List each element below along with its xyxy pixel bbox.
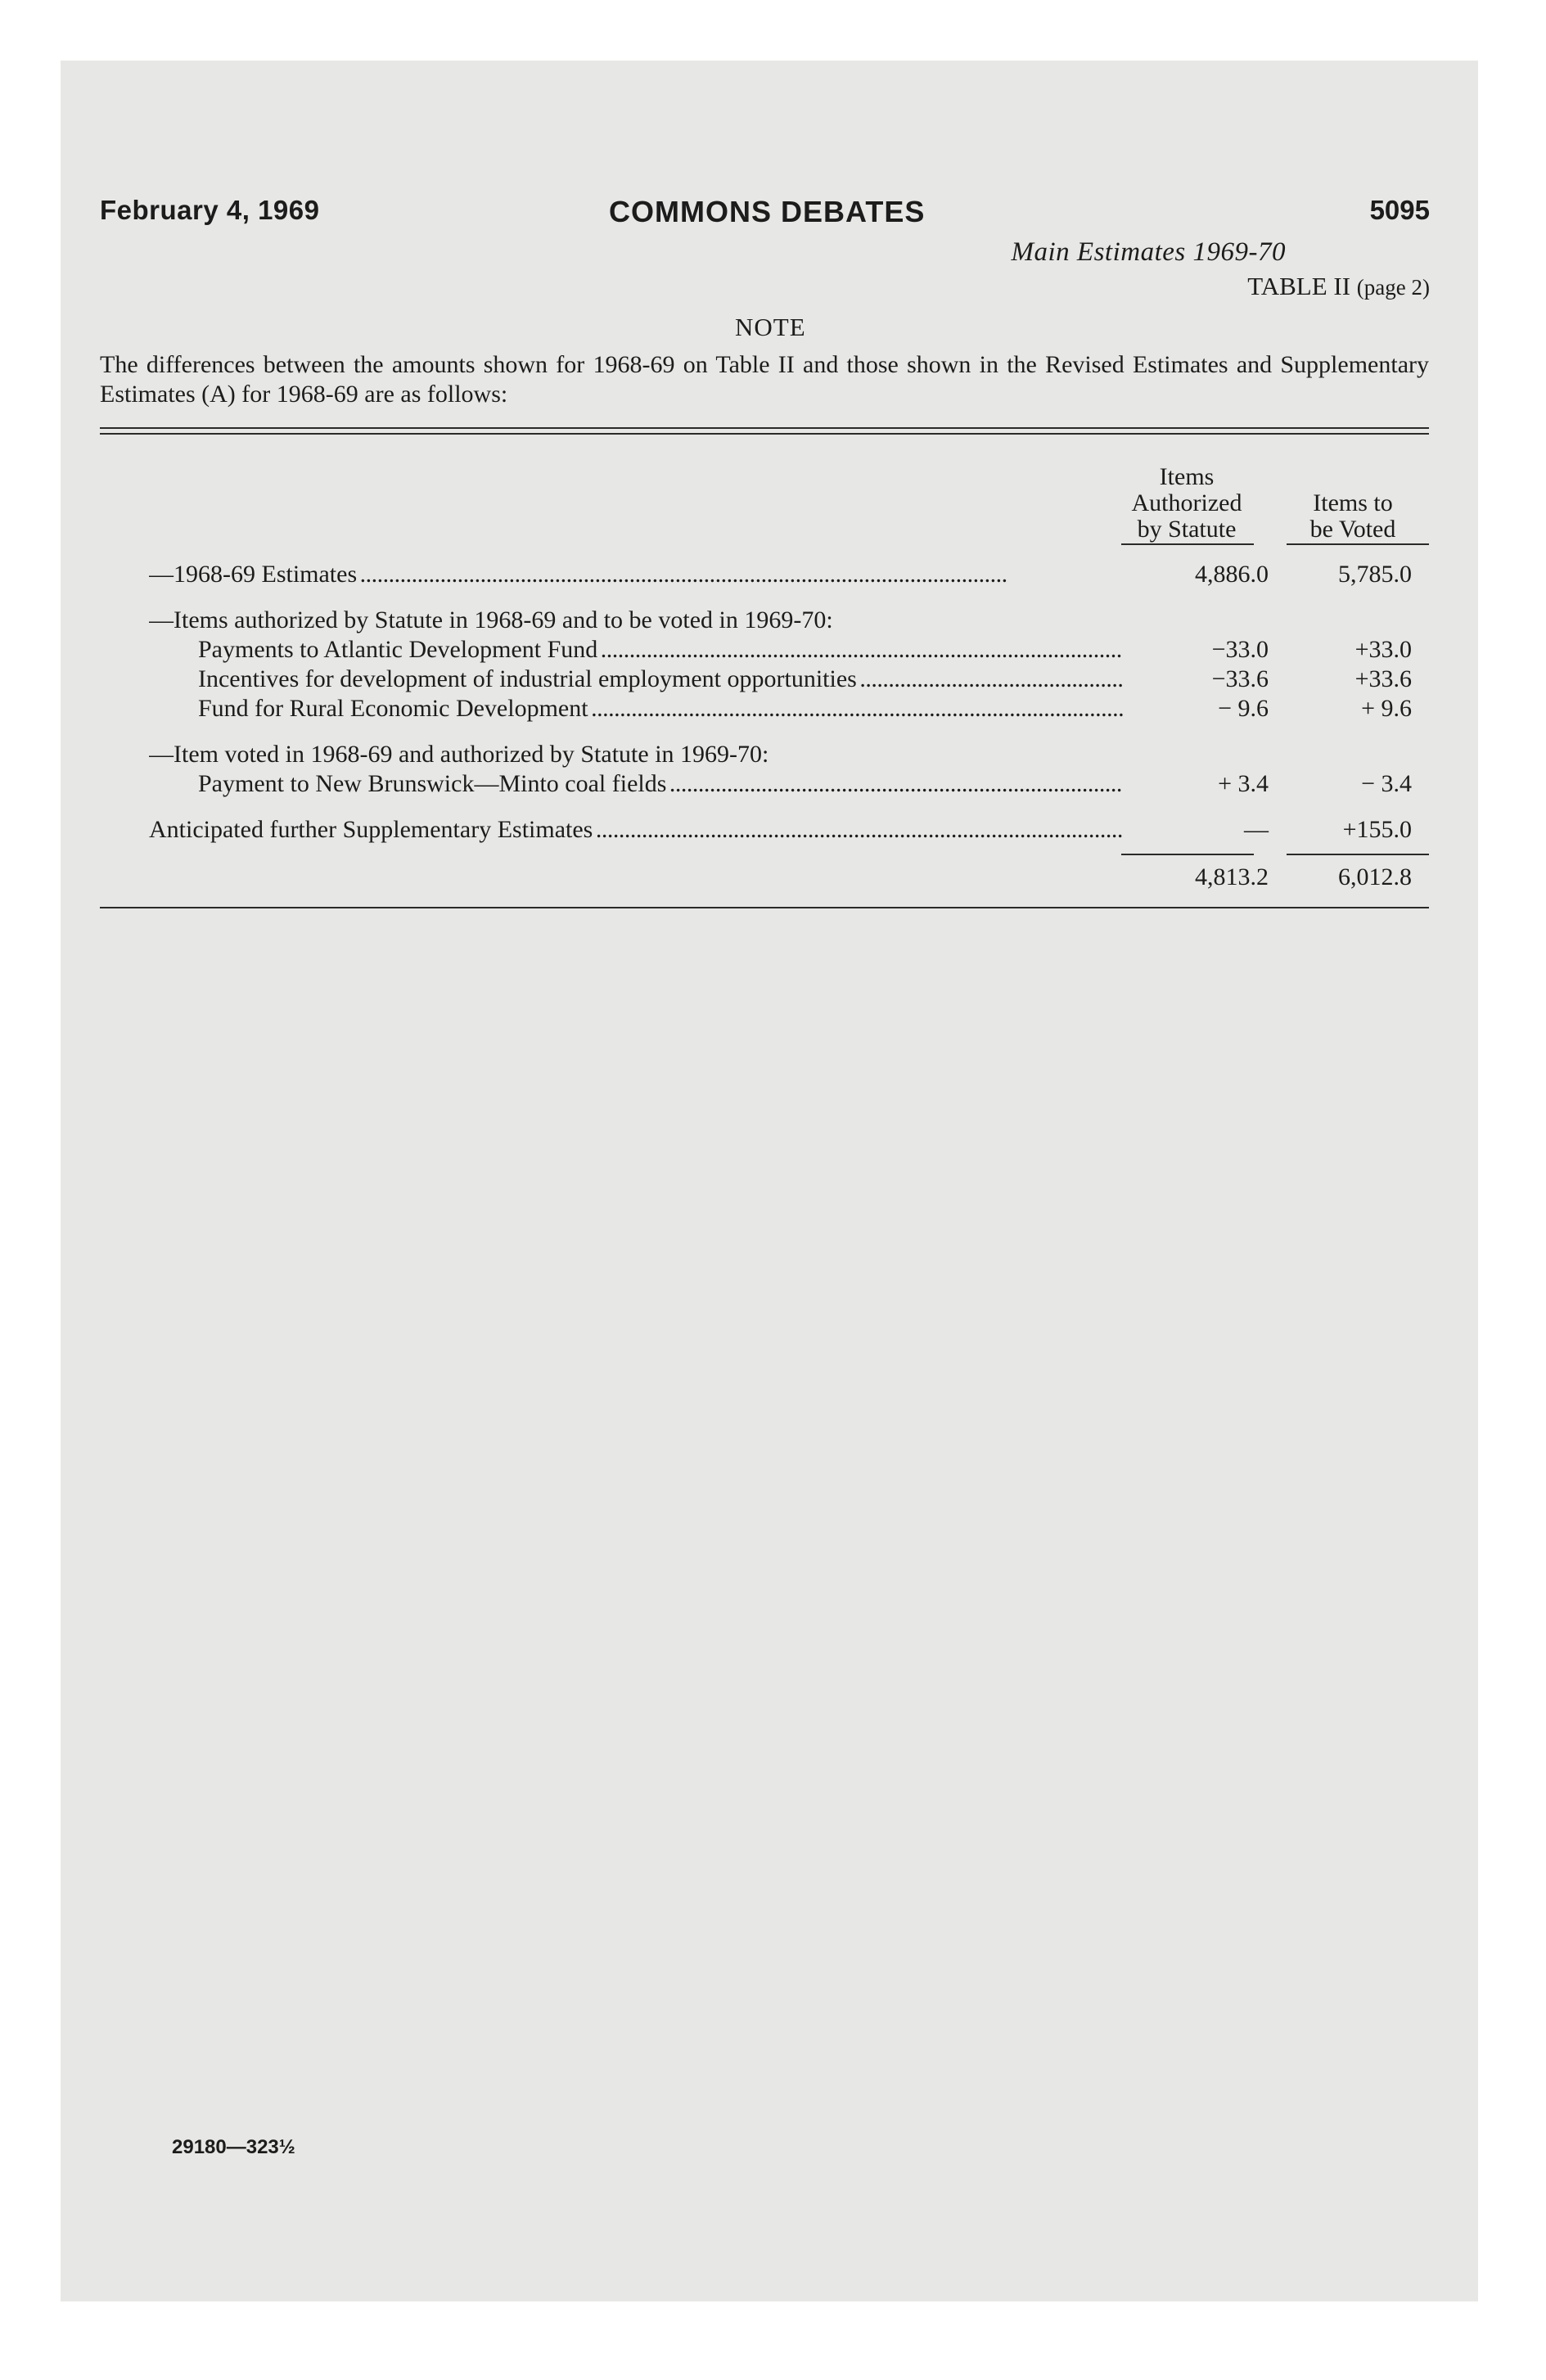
column-header-line: Authorized <box>1131 489 1242 516</box>
table-reference-label: TABLE II <box>1247 272 1351 300</box>
row-label: —Item voted in 1968-69 and authorized by Statute in 1969-70: <box>149 741 769 768</box>
table-row <box>149 740 1429 769</box>
column-header-underline <box>1287 543 1429 545</box>
row-value-statute: −33.0 <box>1211 636 1269 663</box>
column-header-to-be-voted <box>1283 490 1422 543</box>
table-row <box>149 815 1429 845</box>
main-estimates-heading: Main Estimates 1969-70 <box>1011 237 1286 267</box>
row-label: Payment to New Brunswick—Minto coal fields . . . <box>198 769 1123 799</box>
total-rule <box>1121 854 1254 855</box>
table-reference-page: (page 2) <box>1356 275 1430 300</box>
total-rule <box>1287 854 1429 855</box>
row-label: Anticipated further Supplementary Estimates . . . <box>149 815 1123 845</box>
row-value-voted: +33.0 <box>1354 636 1412 663</box>
table-row <box>198 694 1429 723</box>
table-row <box>149 606 1429 635</box>
row-label: Incentives for development of industrial employment opportunities . . . <box>198 665 1123 694</box>
header-date: February 4, 1969 <box>100 195 320 225</box>
footer-code: 29180—323½ <box>172 2136 295 2158</box>
column-header-line: Items to <box>1313 489 1393 516</box>
header-page-number: 5095 <box>1369 195 1430 225</box>
row-label: —1968-69 Estimates . . . <box>149 560 1123 589</box>
row-value-statute: 4,886.0 <box>1195 561 1269 588</box>
header-publication: COMMONS DEBATES <box>609 195 926 228</box>
row-label: Fund for Rural Economic Development . . . <box>198 694 1123 723</box>
total-value-voted: 6,012.8 <box>1338 863 1412 890</box>
table-top-rule-second <box>100 433 1429 435</box>
table-row <box>198 665 1429 694</box>
row-value-voted: + 9.6 <box>1361 695 1412 722</box>
row-label: Payments to Atlantic Development Fund . . . <box>198 635 1123 665</box>
row-value-voted: 5,785.0 <box>1338 561 1412 588</box>
row-value-voted: +33.6 <box>1354 665 1412 692</box>
table-row <box>198 769 1429 799</box>
table-top-rule <box>100 427 1429 429</box>
note-title: NOTE <box>735 313 806 341</box>
column-header-underline <box>1121 543 1254 545</box>
row-value-statute: — <box>1244 816 1269 843</box>
row-value-statute: − 9.6 <box>1218 695 1269 722</box>
row-value-statute: −33.6 <box>1211 665 1269 692</box>
column-header-line: Items <box>1159 463 1215 490</box>
table-row <box>198 635 1429 665</box>
total-value-statute: 4,813.2 <box>1195 863 1269 890</box>
row-value-voted: +155.0 <box>1342 816 1412 843</box>
table-total-row <box>149 863 1429 892</box>
row-value-statute: + 3.4 <box>1218 770 1269 797</box>
row-value-voted: − 3.4 <box>1361 770 1412 797</box>
table-bottom-rule <box>100 907 1429 908</box>
column-header-authorized-by-statute <box>1113 464 1260 543</box>
table-reference <box>1247 272 1430 301</box>
note-body: The differences between the amounts shown for 1968-69 on Table II and those shown in the Revised Estimates and Supplementary Estimates (A) for 1968-69 are as follows: <box>100 351 1429 408</box>
column-header-line: be Voted <box>1309 516 1396 543</box>
row-label: —Items authorized by Statute in 1968-69 and to be voted in 1969-70: <box>149 606 833 633</box>
table-row <box>149 560 1429 589</box>
column-header-line: by Statute <box>1137 516 1237 543</box>
